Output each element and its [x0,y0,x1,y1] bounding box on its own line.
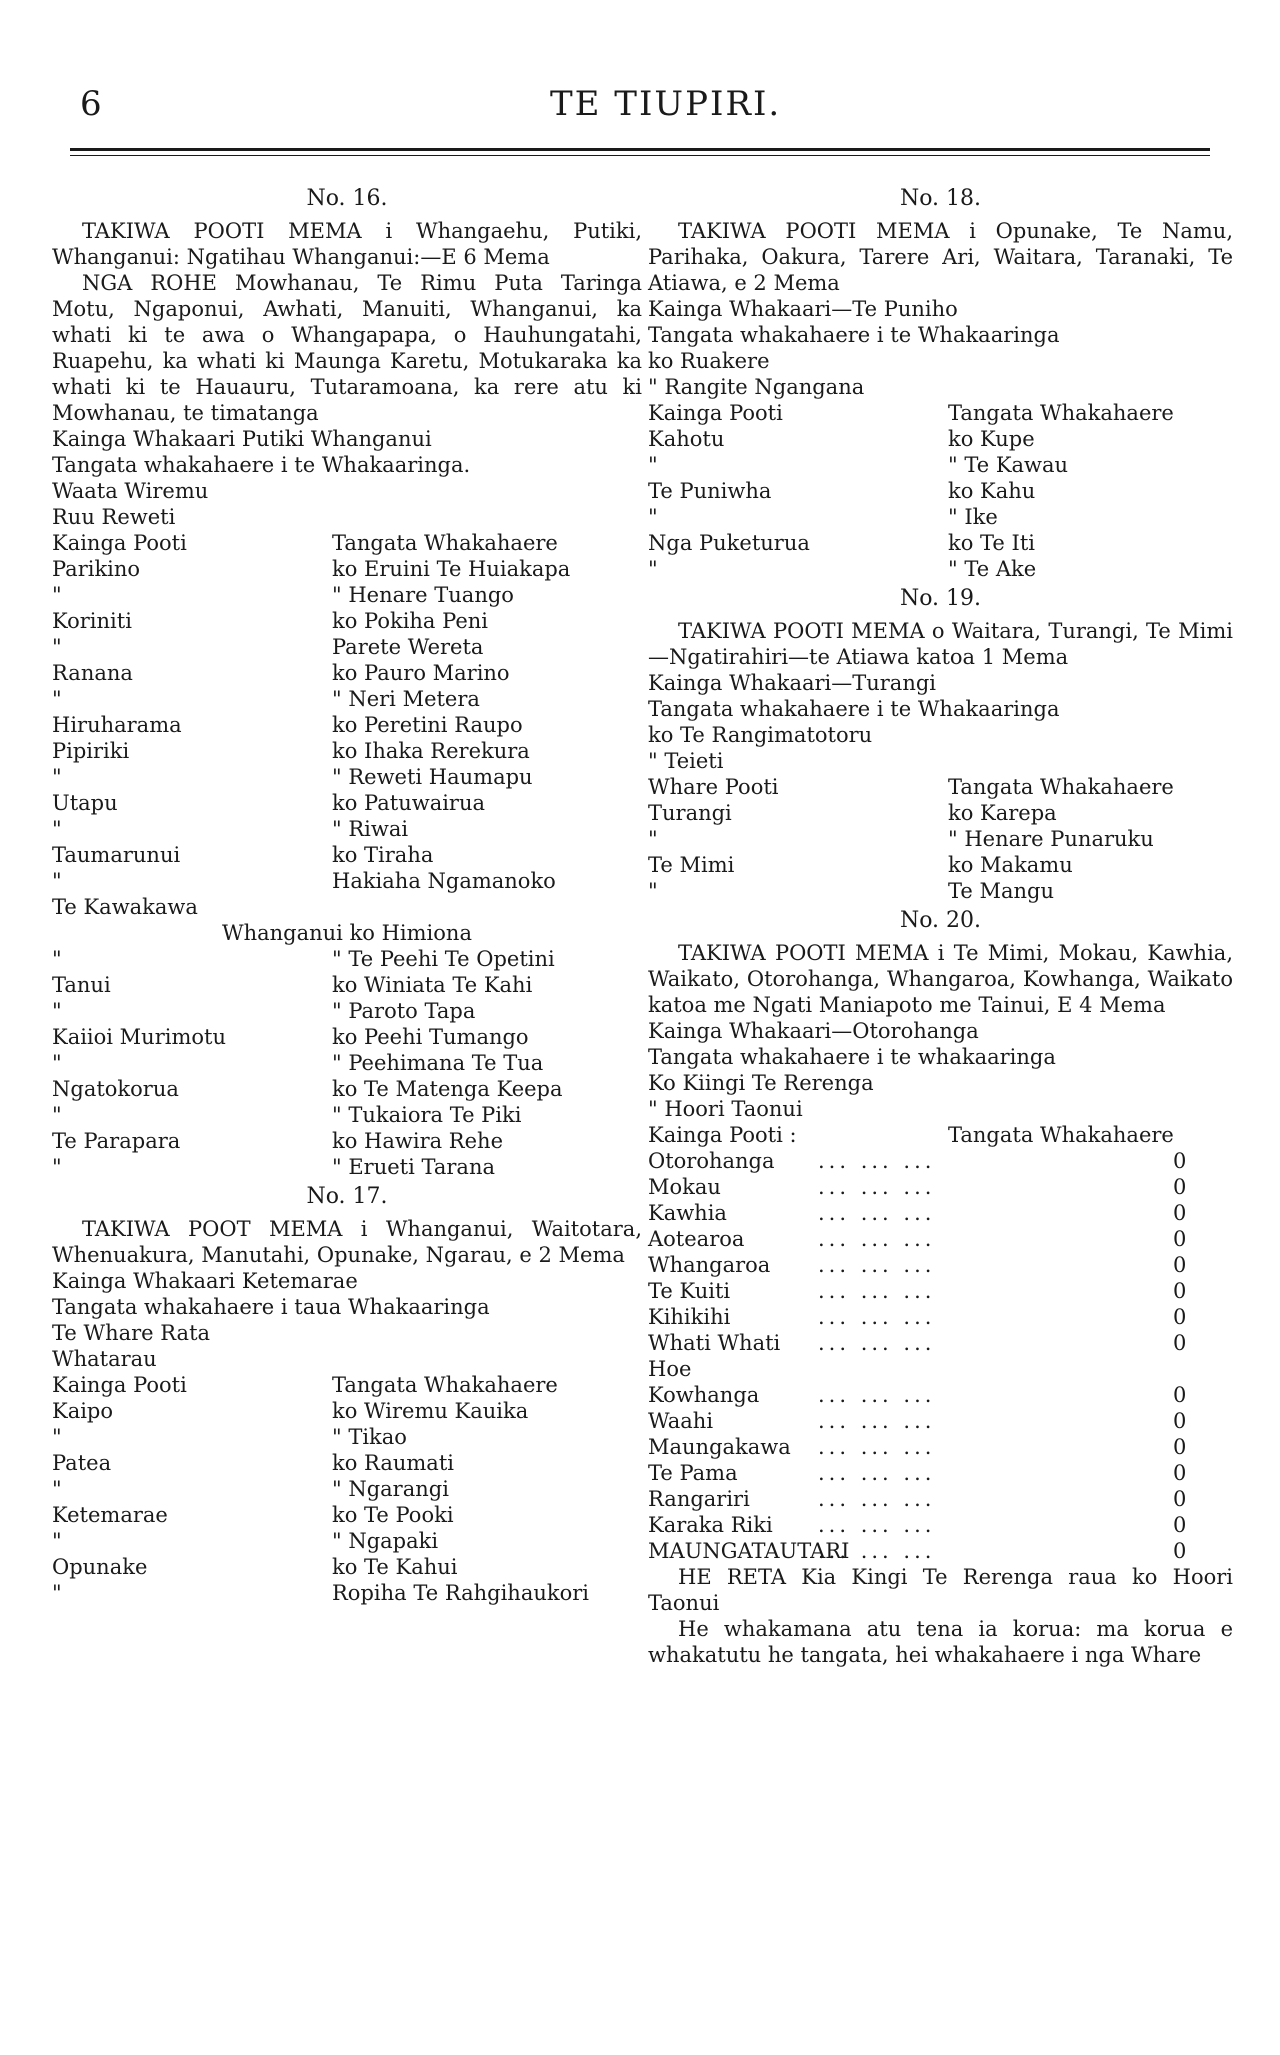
officer-name: " Erueti Tarana [332,1155,495,1179]
station-row [52,1128,642,1154]
station-row [52,790,642,816]
notice-section [648,186,1233,582]
station-name: " [52,1581,62,1605]
table-row [648,1304,1233,1330]
leader-dots: ... ... ... [818,1201,936,1225]
table-row [648,1512,1233,1538]
text-line: Whatarau [52,1347,157,1371]
station-name: " [52,869,62,893]
section-heading-paragraph: TAKIWA POOTI MEMA i Whangaehu, Putiki, Whanganui: Ngatihau Whanganui:—E 6 Mema [52,219,642,269]
officer-name: ko Kupe [948,427,1035,451]
officer-name: " Te Peehi Te Opetini [332,947,555,971]
station-name: " [52,817,62,841]
officer-count: 0 [1173,1435,1187,1459]
station-name: Te Parapara [52,1129,181,1153]
leader-dots: ... ... ... [818,1435,936,1459]
officer-name: ko Winiata Te Kahi [332,973,533,997]
officer-name: ko Wiremu Kauika [332,1399,529,1423]
polling-station: Kihikihi [648,1305,731,1329]
station-row [648,826,1233,852]
table-row [648,1174,1233,1200]
officer-count: 0 [1173,1201,1187,1225]
leader-dots: ... ... ... [818,1227,936,1251]
officer-count: 0 [1173,1487,1187,1511]
station-name: Tanui [52,973,111,997]
leader-dots: ... ... ... [818,1513,936,1537]
polling-station: Kawhia [648,1201,727,1225]
officer-count: 0 [1173,1253,1187,1277]
officer-name: Tangata Whakahaere [332,531,558,555]
section-number: No. 20. [899,908,982,933]
station-name: Ngatokorua [52,1077,179,1101]
officer-count: 0 [1173,1461,1187,1485]
officer-name: ko Hawira Rehe [332,1129,503,1153]
station-row [648,478,1233,504]
officer-name: ko Patuwairua [332,791,486,815]
station-row [52,1050,642,1076]
text-line: Tangata whakahaere i te Whakaaringa. [52,453,471,477]
station-row [52,1102,642,1128]
officer-name: " Reweti Haumapu [332,765,533,789]
station-name: Turangi [648,801,732,825]
officer-name: " Riwai [332,817,409,841]
polling-station: Aotearoa [648,1227,745,1251]
officer-name: ko Peretini Raupo [332,713,523,737]
station-name: " [648,453,658,477]
officer-name: ko Te Pooki [332,1503,454,1527]
section-heading-paragraph: TAKIWA POOT MEMA i Whanganui, Waitotara, Whenuakura, Manutahi, Opunake, Ngarau, e 2 Mema [52,1217,642,1267]
leader-dots: ... ... ... [818,1383,936,1407]
station-name: Koriniti [52,609,132,633]
text-line: Kainga Whakaari—Otorohanga [648,1019,979,1043]
text-line: Kainga Whakaari—Turangi [648,671,937,695]
station-name: Kahotu [648,427,725,451]
officer-name: " Ngapaki [332,1529,439,1553]
station-row [648,530,1233,556]
officer-name: " Henare Tuango [332,583,514,607]
station-row [52,1528,642,1554]
section-number: No. 16. [306,186,388,211]
officer-name: ko Pokiha Peni [332,609,488,633]
station-name: " [52,765,62,789]
station-row [52,660,642,686]
officer-name: ko Peehi Tumango [332,1025,529,1049]
table-row [648,1538,1233,1564]
leader-dots: ... ... ... [818,1253,936,1277]
station-row [648,556,1233,582]
station-row [648,452,1233,478]
officer-name: Hakiaha Ngamanoko [332,869,556,893]
officer-count: 0 [1173,1149,1187,1173]
station-row [648,800,1233,826]
table-row [648,1460,1233,1486]
officer-name: Tangata Whakahaere [948,775,1174,799]
station-row [52,1076,642,1102]
station-name: " [52,1103,62,1127]
text-line: Kainga Whakaari—Te Puniho [648,297,958,321]
station-row [648,426,1233,452]
table-row [648,1226,1233,1252]
table-col-station: Kainga Pooti : [648,1123,797,1147]
officer-name: ko Tiraha [332,843,434,867]
officer-name: Te Mangu [948,879,1054,903]
station-row [52,894,642,920]
leader-dots: ... ... ... [818,1331,936,1355]
polling-station: Whangaroa [648,1253,771,1277]
text-line: Tangata whakahaere i te Whakaaringa [648,697,1060,721]
table-row [648,1252,1233,1278]
station-row [52,764,642,790]
text-line: Whanganui ko Himiona [222,921,472,945]
station-row [52,712,642,738]
leader-dots: ... ... ... [818,1175,936,1199]
polling-station: Mokau [648,1175,721,1199]
station-row [648,852,1233,878]
officer-name: " Tukaiora Te Piki [332,1103,522,1127]
station-name: " [648,505,658,529]
table-row [648,1382,1233,1408]
station-name: " [648,827,658,851]
officer-name: ko Eruini Te Huiakapa [332,557,571,581]
station-name: " [52,687,62,711]
station-name: Nga Puketurua [648,531,810,555]
station-row [52,1024,642,1050]
leader-dots: ... ... ... [818,1539,936,1563]
header-rule-thick [70,148,1210,151]
station-name: Utapu [52,791,118,815]
polling-station: MAUNGATAUTARI [648,1539,850,1563]
officer-name: " Paroto Tapa [332,999,476,1023]
polling-station: Whati Whati Hoe [648,1331,781,1381]
text-line: " Teieti [648,749,724,773]
officer-count: 0 [1173,1175,1187,1199]
station-row [648,878,1233,904]
station-name: " [52,635,62,659]
text-line: Ruu Reweti [52,505,176,529]
station-name: " [52,1529,62,1553]
station-row [52,582,642,608]
officer-name: Tangata Whakahaere [332,1373,558,1397]
table-header [648,1122,1233,1148]
station-name: " [648,557,658,581]
station-row [52,868,642,894]
station-name: " [648,879,658,903]
station-row [52,608,642,634]
station-row [52,556,642,582]
text-line: " Hoori Taonui [648,1097,803,1121]
station-name: Whare Pooti [648,775,779,799]
station-name: " [52,1425,62,1449]
notice-section [52,186,642,1180]
text-line: ko Ruakere [648,349,770,373]
station-row [648,504,1233,530]
officer-name: " Te Ake [948,557,1037,581]
table-row [648,1200,1233,1226]
text-line: Waata Wiremu [52,479,209,503]
station-row [648,774,1233,800]
station-name: Te Mimi [648,853,735,877]
section-heading-paragraph: TAKIWA POOTI MEMA i Te Mimi, Mokau, Kawhia, Waikato, Otorohanga, Whangaroa, Kowhanga, Waikato katoa me Ngati Maniapoto me Tainui, E 4 Mema [648,941,1233,1017]
station-name: Ranana [52,661,133,685]
table-row [648,1434,1233,1460]
running-title: TE TIUPIRI. [550,84,782,124]
officer-name: ko Kahu [948,479,1036,503]
section-heading-paragraph: TAKIWA POOTI MEMA o Waitara, Turangi, Te Mimi—Ngatirahiri—te Atiawa katoa 1 Mema [648,619,1233,669]
text-line: " Rangite Ngangana [648,375,865,399]
text-line: Tangata whakahaere i te Whakaaringa [648,323,1060,347]
polling-station: Maungakawa [648,1435,791,1459]
letter-heading: HE RETA Kia Kingi Te Rerenga raua ko Hoori Taonui [648,1565,1233,1615]
officer-name: Parete Wereta [332,635,484,659]
officer-name: ko Te Kahui [332,1555,458,1579]
station-name: Te Puniwha [648,479,772,503]
station-row [52,1554,642,1580]
text-line: Kainga Whakaari Putiki Whanganui [52,427,432,451]
station-name: " [52,1155,62,1179]
officer-name: ko Te Matenga Keepa [332,1077,563,1101]
text-line: Ko Kiingi Te Rerenga [648,1071,874,1095]
station-name: Kaipo [52,1399,114,1423]
officer-count: 0 [1173,1305,1187,1329]
officer-name: " Neri Metera [332,687,480,711]
station-name: Kaiioi Murimotu [52,1025,226,1049]
station-row [52,686,642,712]
officer-count: 0 [1173,1539,1187,1563]
station-row [52,842,642,868]
polling-station: Te Kuiti [648,1279,731,1303]
table-col-officer: Tangata Whakahaere [948,1123,1174,1147]
station-row [52,998,642,1024]
station-name: Taumarunui [52,843,181,867]
officer-name: ko Raumati [332,1451,454,1475]
station-name: Hiruharama [52,713,182,737]
officer-count: 0 [1173,1227,1187,1251]
notice-section [648,586,1233,904]
officer-name: ko Te Iti [948,531,1035,555]
table-row [648,1486,1233,1512]
officer-name: ko Pauro Marino [332,661,510,685]
officer-count: 0 [1173,1331,1187,1355]
officer-name [332,894,642,920]
right-column [648,182,1233,1668]
text-line: Tangata whakahaere i te whakaaringa [648,1045,1056,1069]
station-row [52,816,642,842]
polling-station: Te Pama [648,1461,738,1485]
station-row [648,400,1233,426]
station-row [52,1580,642,1606]
section-number: No. 18. [899,186,982,211]
boundaries-paragraph: NGA ROHE Mowhanau, Te Rimu Puta Taringa Motu, Ngaponui, Awhati, Manuiti, Whanganui, ka whati ki te awa o Whangapapa, o Hauhungatahi, Ruapehu, ka whati ki Maunga Karetu, Motukaraka ka whati ki te Hauauru, Tutaramoana, ka rere atu ki Mowhanau, te timatanga [52,271,642,425]
station-name: Ketemarae [52,1503,168,1527]
officer-name: " Ike [948,505,998,529]
station-name: " [52,947,62,971]
station-name: Pipiriki [52,739,130,763]
officer-count: 0 [1173,1513,1187,1537]
officer-count: 0 [1173,1383,1187,1407]
polling-station: Otorohanga [648,1149,775,1173]
station-name: " [52,999,62,1023]
station-name: " [52,1051,62,1075]
left-column [52,182,642,1606]
station-row [52,1372,642,1398]
station-row [52,738,642,764]
table-row [648,1278,1233,1304]
text-line: Tangata whakahaere i taua Whakaaringa [52,1295,490,1319]
station-row [52,1424,642,1450]
station-row [52,1398,642,1424]
notice-section [648,908,1233,1668]
leader-dots: ... ... ... [818,1149,936,1173]
officer-count: 0 [1173,1409,1187,1433]
leader-dots: ... ... ... [818,1409,936,1433]
station-row [52,1502,642,1528]
station-name: Kainga Pooti [52,1373,187,1397]
polling-station: Kowhanga [648,1383,760,1407]
polling-station: Rangariri [648,1487,750,1511]
officer-name: Ropiha Te Rahgihaukori [332,1581,590,1605]
officer-name: ko Makamu [948,853,1073,877]
notice-section [52,1184,642,1606]
text-line: Te Whare Rata [52,1321,211,1345]
station-name: Kainga Pooti [648,401,783,425]
officer-name: ko Karepa [948,801,1057,825]
page-header [80,84,1210,124]
station-name: Te Kawakawa [52,895,198,919]
station-row [52,972,642,998]
polling-station: Karaka Riki [648,1513,773,1537]
table-row [648,1330,1233,1382]
station-row [52,1154,642,1180]
station-name: Parikino [52,557,141,581]
officer-name: Tangata Whakahaere [948,401,1174,425]
officer-name: ko Ihaka Rerekura [332,739,530,763]
officer-count: 0 [1173,1279,1187,1303]
leader-dots: ... ... ... [818,1461,936,1485]
station-row [52,1476,642,1502]
station-name: Opunake [52,1555,148,1579]
leader-dots: ... ... ... [818,1487,936,1511]
officer-name: " Te Kawau [948,453,1069,477]
station-row [52,1450,642,1476]
station-row [52,530,642,556]
officer-name: " Ngarangi [332,1477,449,1501]
station-row [52,946,642,972]
station-name: Patea [52,1451,112,1475]
table-row [648,1408,1233,1434]
station-name: Kainga Pooti [52,531,187,555]
letter-body: He whakamana atu tena ia korua: ma korua e whakatutu he tangata, hei whakahaere i nga Whare [648,1617,1233,1667]
officer-name: " Henare Punaruku [948,827,1154,851]
section-heading-paragraph: TAKIWA POOTI MEMA i Opunake, Te Namu, Parihaka, Oakura, Tarere Ari, Waitara, Taranaki, Te Atiawa, e 2 Mema [648,219,1233,295]
table-row [648,1148,1233,1174]
text-line: ko Te Rangimatotoru [648,723,873,747]
header-rule-thin [70,155,1210,156]
section-number: No. 17. [306,1184,388,1209]
section-number: No. 19. [899,586,982,611]
polling-station: Waahi [648,1409,714,1433]
page-number: 6 [80,84,102,124]
leader-dots: ... ... ... [818,1305,936,1329]
officer-name: " Tikao [332,1425,407,1449]
station-row [52,634,642,660]
leader-dots: ... ... ... [818,1279,936,1303]
text-line: Kainga Whakaari Ketemarae [52,1269,358,1293]
station-name: " [52,583,62,607]
officer-name: " Peehimana Te Tua [332,1051,544,1075]
station-name: " [52,1477,62,1501]
